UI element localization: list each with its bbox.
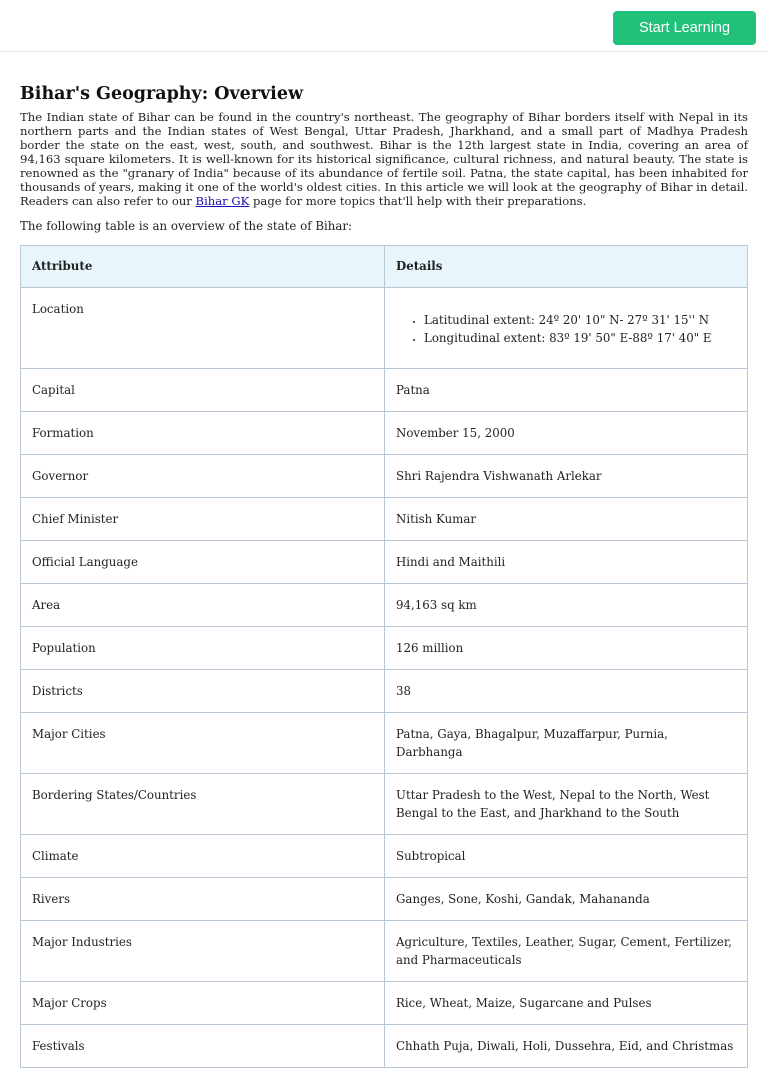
bihar-gk-link[interactable]: Bihar GK — [195, 194, 250, 208]
table-row — [21, 498, 748, 541]
start-learning-button[interactable]: Start Learning — [613, 11, 756, 45]
details-cell: Patna, Gaya, Bhagalpur, Muzaffarpur, Purnia, Darbhanga — [385, 713, 748, 774]
attribute-cell: Major Crops — [21, 982, 385, 1025]
page-title: Bihar's Geography: Overview — [20, 84, 304, 104]
attribute-cell: Festivals — [21, 1025, 385, 1068]
table-row-location — [21, 288, 748, 369]
attribute-cell: Bordering States/Countries — [21, 774, 385, 835]
table-row — [21, 670, 748, 713]
attribute-cell: Official Language — [21, 541, 385, 584]
table-row — [21, 412, 748, 455]
attribute-cell: Climate — [21, 835, 385, 878]
location-label: Location — [21, 288, 385, 369]
details-cell: Patna — [385, 369, 748, 412]
article — [20, 82, 748, 1068]
details-cell: Hindi and Maithili — [385, 541, 748, 584]
overview-table — [20, 245, 748, 1068]
attribute-cell: Major Industries — [21, 921, 385, 982]
attribute-cell: Districts — [21, 670, 385, 713]
details-cell: Nitish Kumar — [385, 498, 748, 541]
table-row — [21, 774, 748, 835]
table-row — [21, 541, 748, 584]
table-row — [21, 369, 748, 412]
table-row — [21, 584, 748, 627]
details-cell: Shri Rajendra Vishwanath Arlekar — [385, 455, 748, 498]
attribute-cell: Formation — [21, 412, 385, 455]
details-cell: 126 million — [385, 627, 748, 670]
attribute-cell: Major Cities — [21, 713, 385, 774]
details-cell: Rice, Wheat, Maize, Sugarcane and Pulses — [385, 982, 748, 1025]
intro-paragraph — [20, 110, 748, 208]
header-details: Details — [385, 246, 748, 288]
details-cell: Subtropical — [385, 835, 748, 878]
table-row — [21, 627, 748, 670]
details-cell: 38 — [385, 670, 748, 713]
attribute-cell: Population — [21, 627, 385, 670]
details-cell: Agriculture, Textiles, Leather, Sugar, Cement, Fertilizer, and Pharmaceuticals — [385, 921, 748, 982]
table-lead-text: The following table is an overview of the state of Bihar: — [20, 219, 353, 233]
location-list — [396, 311, 736, 347]
attribute-cell: Area — [21, 584, 385, 627]
latitude-item: • Latitudinal extent: 24º 20' 10" N- 27º 31' 15'' N — [424, 311, 736, 329]
longitude-item: • Longitudinal extent: 83º 19' 50" E-88º 17' 40" E — [424, 329, 736, 347]
attribute-cell: Governor — [21, 455, 385, 498]
details-cell: 94,163 sq km — [385, 584, 748, 627]
table-row — [21, 878, 748, 921]
attribute-cell: Rivers — [21, 878, 385, 921]
details-cell: November 15, 2000 — [385, 412, 748, 455]
table-row — [21, 982, 748, 1025]
top-bar — [0, 0, 768, 52]
details-cell: Uttar Pradesh to the West, Nepal to the North, West Bengal to the East, and Jharkhand to the South — [385, 774, 748, 835]
attribute-cell: Capital — [21, 369, 385, 412]
table-header-row — [21, 246, 748, 288]
table-row — [21, 1025, 748, 1068]
intro-text-part2: page for more topics that'll help with their preparations. — [249, 194, 587, 208]
table-row — [21, 713, 748, 774]
header-attribute: Attribute — [21, 246, 385, 288]
table-row — [21, 835, 748, 878]
details-cell: Chhath Puja, Diwali, Holi, Dussehra, Eid, and Christmas — [385, 1025, 748, 1068]
table-row — [21, 455, 748, 498]
details-cell: Ganges, Sone, Koshi, Gandak, Mahananda — [385, 878, 748, 921]
intro-text-part1: The Indian state of Bihar can be found in the country's northeast. The geography of Bihar borders itself with Nepal in its northern parts and the Indian states of West Bengal, Uttar Pradesh, Jharkhand, and a small part of Madhya Pradesh border the state on the east, west, south, and southwest. Bihar is the 12th largest state in India, covering an area of 94,163 square kilometers. It is well-known for its historical significance, cultural richness, and natural beauty. The state is renowned as the "granary of India" because of its abundance of fertile soil. Patna, the state capital, has been inhabited for thousands of years, making it one of the world's oldest cities. In this article we will look at the geography of Bihar in detail. Readers can also refer to our — [20, 110, 748, 208]
location-details — [385, 288, 748, 369]
attribute-cell: Chief Minister — [21, 498, 385, 541]
table-row — [21, 921, 748, 982]
